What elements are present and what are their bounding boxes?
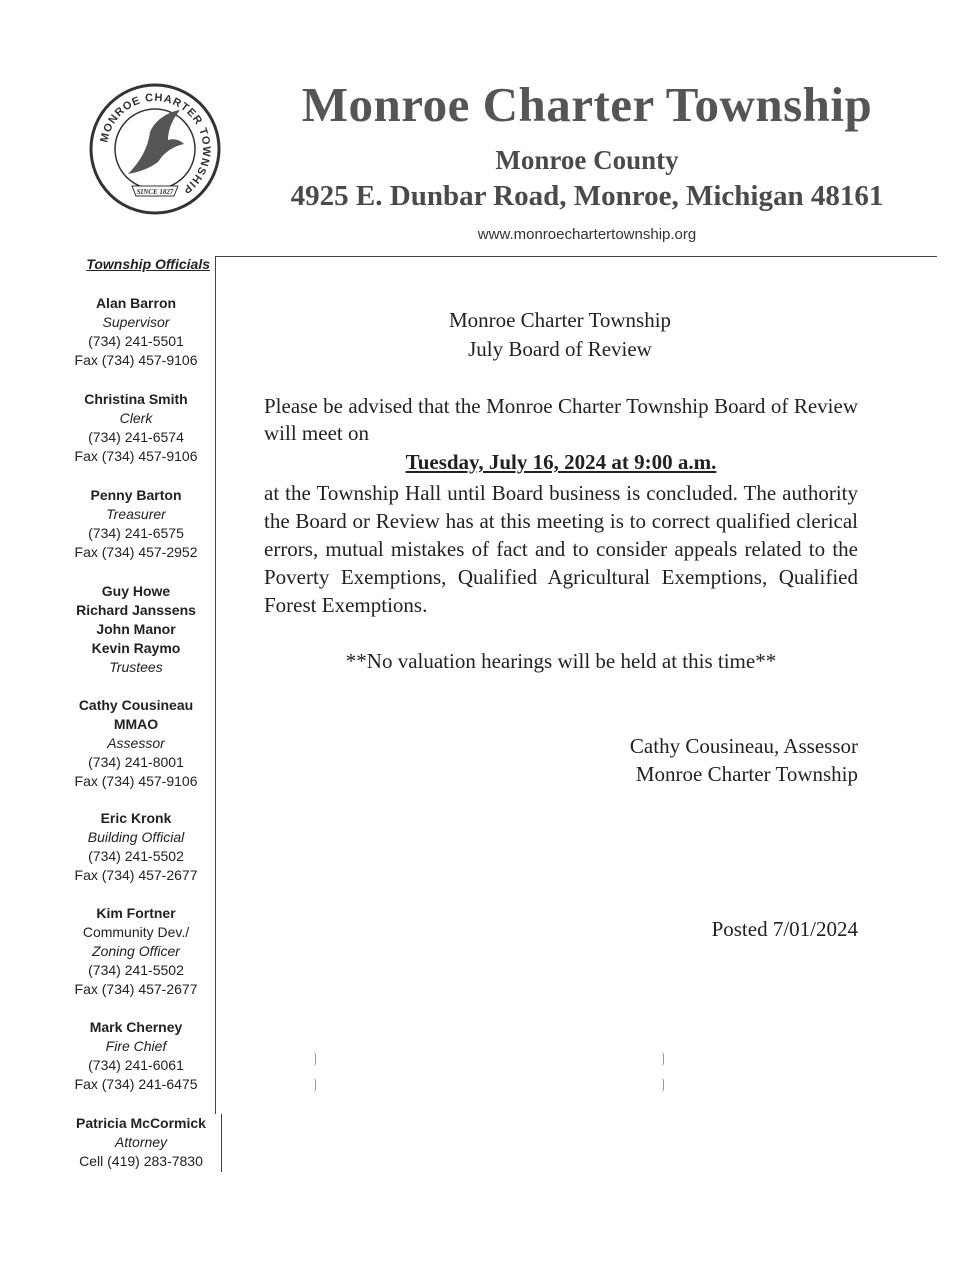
official-contact: Fax (734) 457-2677 — [74, 981, 198, 997]
official-entry — [60, 904, 212, 999]
header-county: Monroe County — [495, 145, 679, 175]
official-role: Supervisor — [102, 314, 170, 330]
official-contact: (734) 241-5502 — [88, 848, 184, 864]
scan-mark — [661, 1078, 664, 1092]
official-name: Christina Smith — [84, 391, 188, 407]
official-role: Attorney — [114, 1134, 168, 1150]
township-seal — [88, 82, 222, 216]
signature-org: Monroe Charter Township — [635, 762, 858, 786]
official-name: Kim Fortner — [96, 905, 176, 921]
official-name: Mark Cherney — [89, 1019, 183, 1035]
official-entry — [60, 582, 212, 677]
officials-heading: Township Officials — [86, 256, 210, 272]
official-role: Building Official — [87, 829, 185, 845]
posted-date: Posted 7/01/2024 — [711, 917, 858, 941]
official-role: Treasurer — [106, 506, 166, 522]
official-entry — [60, 294, 212, 370]
official-name: Cathy Cousineau — [78, 697, 194, 713]
official-entry — [60, 390, 212, 466]
official-name: Patricia McCormick — [76, 1115, 206, 1131]
header-address: 4925 E. Dunbar Road, Monroe, Michigan 48161 — [290, 180, 884, 212]
official-contact: (734) 241-5502 — [88, 962, 184, 978]
notice-intro: Please be advised that the Monroe Charter Township Board of Review will meet on — [264, 394, 858, 445]
official-contact: Fax (734) 457-9106 — [74, 773, 198, 789]
official-name: Kevin Raymo — [91, 640, 181, 656]
official-contact: (734) 241-6575 — [88, 525, 184, 541]
bird-in-flight-icon — [128, 110, 184, 174]
official-name: Penny Barton — [90, 487, 182, 503]
official-contact: Cell (419) 283-7830 — [79, 1153, 203, 1169]
scan-mark — [313, 1078, 316, 1092]
official-role: Fire Chief — [105, 1038, 167, 1054]
official-contact: Community Dev./ — [82, 924, 190, 940]
official-entry — [60, 1018, 212, 1094]
seal-ring-text: MONROE CHARTER TOWNSHIP — [98, 91, 213, 197]
official-role: Assessor — [107, 735, 165, 751]
seal-since-text: SINCE 1827 — [136, 188, 174, 196]
official-role: Clerk — [119, 410, 153, 426]
official-role: Zoning Officer — [92, 943, 180, 959]
sidebar-divider — [215, 256, 216, 1114]
scan-mark — [661, 1052, 664, 1066]
official-entry — [60, 809, 212, 885]
official-name: John Manor — [96, 621, 176, 637]
no-valuation-note: **No valuation hearings will be held at this time** — [345, 649, 777, 673]
scan-mark — [313, 1052, 316, 1066]
official-entry — [60, 1114, 222, 1171]
notice-heading-line1: Monroe Charter Township — [448, 308, 672, 332]
official-name: Guy Howe — [101, 583, 171, 599]
header-title: Monroe Charter Township — [301, 77, 873, 132]
official-entry — [60, 486, 212, 562]
signature-name: Cathy Cousineau, Assessor — [629, 734, 858, 758]
official-contact: (734) 241-6574 — [88, 429, 184, 445]
header-divider — [215, 256, 937, 257]
official-contact: (734) 241-5501 — [88, 333, 184, 349]
official-contact: Fax (734) 457-9106 — [74, 352, 198, 368]
official-contact: Fax (734) 457-2952 — [74, 544, 198, 560]
meeting-date: Tuesday, July 16, 2024 at 9:00 a.m. — [405, 450, 717, 474]
notice-body: at the Township Hall until Board business is concluded. The authority the Board or Review has at this meeting is to correct qualified clerical errors, mutual mistakes of fact and to consider appeals related to the Poverty Exemptions, Qualified Agricultural Exemptions, Qualified Forest Exemptions. — [264, 481, 858, 617]
official-contact: Fax (734) 241-6475 — [74, 1076, 198, 1092]
official-role: Trustees — [109, 659, 163, 675]
notice-heading-line2: July Board of Review — [468, 337, 652, 361]
official-name: Eric Kronk — [100, 810, 172, 826]
official-contact: (734) 241-8001 — [88, 754, 184, 770]
official-name: MMAO — [113, 716, 159, 732]
official-contact: Fax (734) 457-9106 — [74, 448, 198, 464]
header-website: www.monroechartertownship.org — [477, 226, 697, 243]
official-entry — [60, 696, 212, 791]
official-name: Alan Barron — [95, 295, 177, 311]
official-contact: (734) 241-6061 — [88, 1057, 184, 1073]
official-name: Richard Janssens — [76, 602, 196, 618]
official-contact: Fax (734) 457-2677 — [74, 867, 198, 883]
